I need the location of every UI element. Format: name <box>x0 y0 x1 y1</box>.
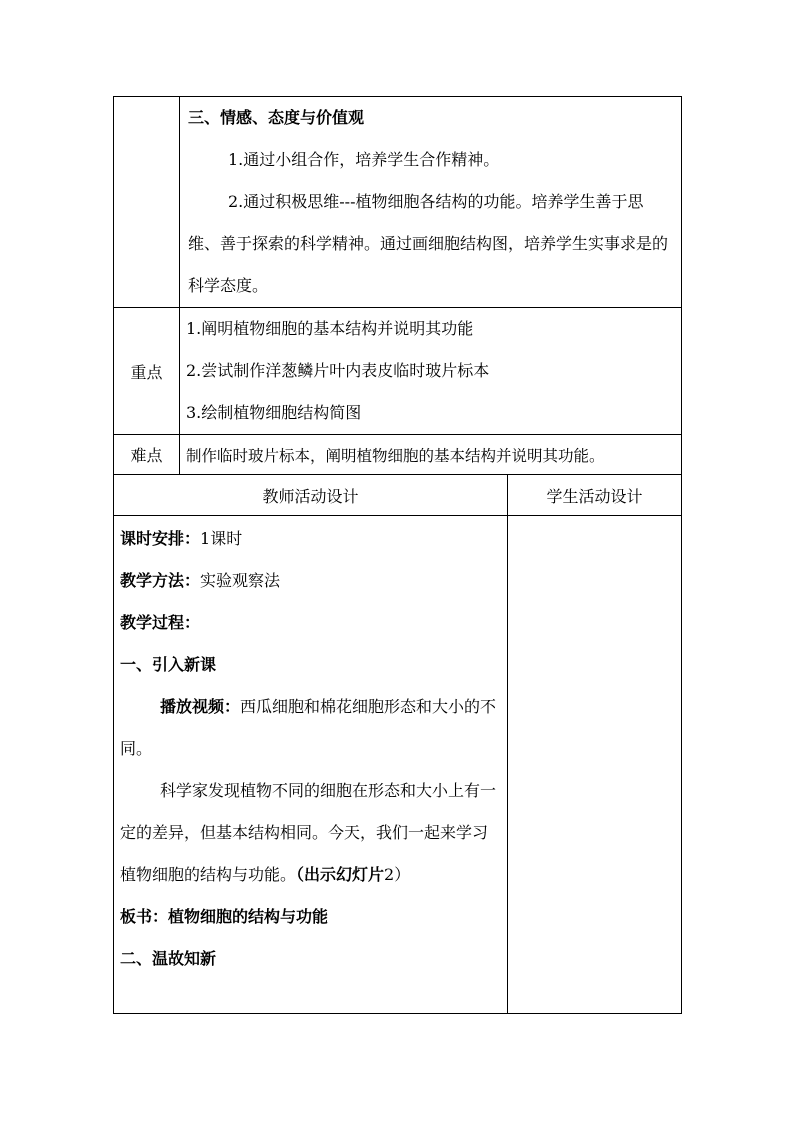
key-points-label: 重点 <box>114 308 180 435</box>
activity-content-row <box>114 516 682 1014</box>
board-line <box>120 896 499 938</box>
video-text: 西瓜细胞和棉花细胞形态和大小的不同。 <box>120 697 497 758</box>
attitude-item-1: 1.通过小组合作，培养学生合作精神。 <box>228 150 500 169</box>
lesson-plan-table <box>113 96 682 1014</box>
intro-bold-tail: 幻灯片 <box>336 865 385 884</box>
intro-tail-num: 2） <box>384 865 411 884</box>
student-activity-heading: 学生活动设计 <box>508 475 682 516</box>
key-point-3: 3.绘制植物细胞结构简图 <box>186 403 362 422</box>
student-activity-cell <box>508 516 682 1014</box>
method-value: 实验观察法 <box>200 571 281 590</box>
schedule-label: 课时安排： <box>120 529 201 548</box>
attitude-item-2: 2.通过积极思维---植物细胞各结构的功能。培养学生善于思维、善于探索的科学精神。通过画细胞结构图，培养学生实事求是的科学态度。 <box>188 192 669 295</box>
attitude-row <box>114 97 682 308</box>
board-label: 板书： <box>120 907 169 926</box>
intro-paragraph <box>120 770 499 896</box>
teacher-activity-cell <box>114 516 508 1014</box>
step1-heading: 一、引入新课 <box>120 655 217 674</box>
method-label: 教学方法： <box>120 571 201 590</box>
schedule-line <box>120 518 499 560</box>
video-paragraph <box>120 686 499 770</box>
key-points-content-cell <box>180 308 682 435</box>
attitude-heading: 三、情感、态度与价值观 <box>188 108 365 127</box>
schedule-value: 1课时 <box>200 529 243 548</box>
key-points-row <box>114 308 682 435</box>
key-point-1: 1.阐明植物细胞的基本结构并说明其功能 <box>186 319 474 338</box>
intro-bold: （出示 <box>296 865 337 884</box>
difficulties-text: 制作临时玻片标本，阐明植物细胞的基本结构并说明其功能。 <box>180 435 682 475</box>
attitude-content-cell <box>180 97 682 308</box>
difficulties-label: 难点 <box>114 435 180 475</box>
video-label: 播放视频： <box>160 697 241 716</box>
method-line <box>120 560 499 602</box>
step2-heading: 二、温故知新 <box>120 949 217 968</box>
board-value: 植物细胞的结构与功能 <box>168 907 329 926</box>
attitude-label-cell <box>114 97 180 308</box>
teacher-activity-heading: 教师活动设计 <box>114 475 508 516</box>
difficulties-row <box>114 435 682 475</box>
key-point-2: 2.尝试制作洋葱鳞片叶内表皮临时玻片标本 <box>186 361 490 380</box>
activity-header-row <box>114 475 682 516</box>
process-label: 教学过程： <box>120 613 201 632</box>
intro-text: 科学家发现植物不同的细胞在形态和大小上有一定的差异，但基本结构相同。今天，我们一起来学习植物细胞的结构与功能。 <box>120 781 497 884</box>
